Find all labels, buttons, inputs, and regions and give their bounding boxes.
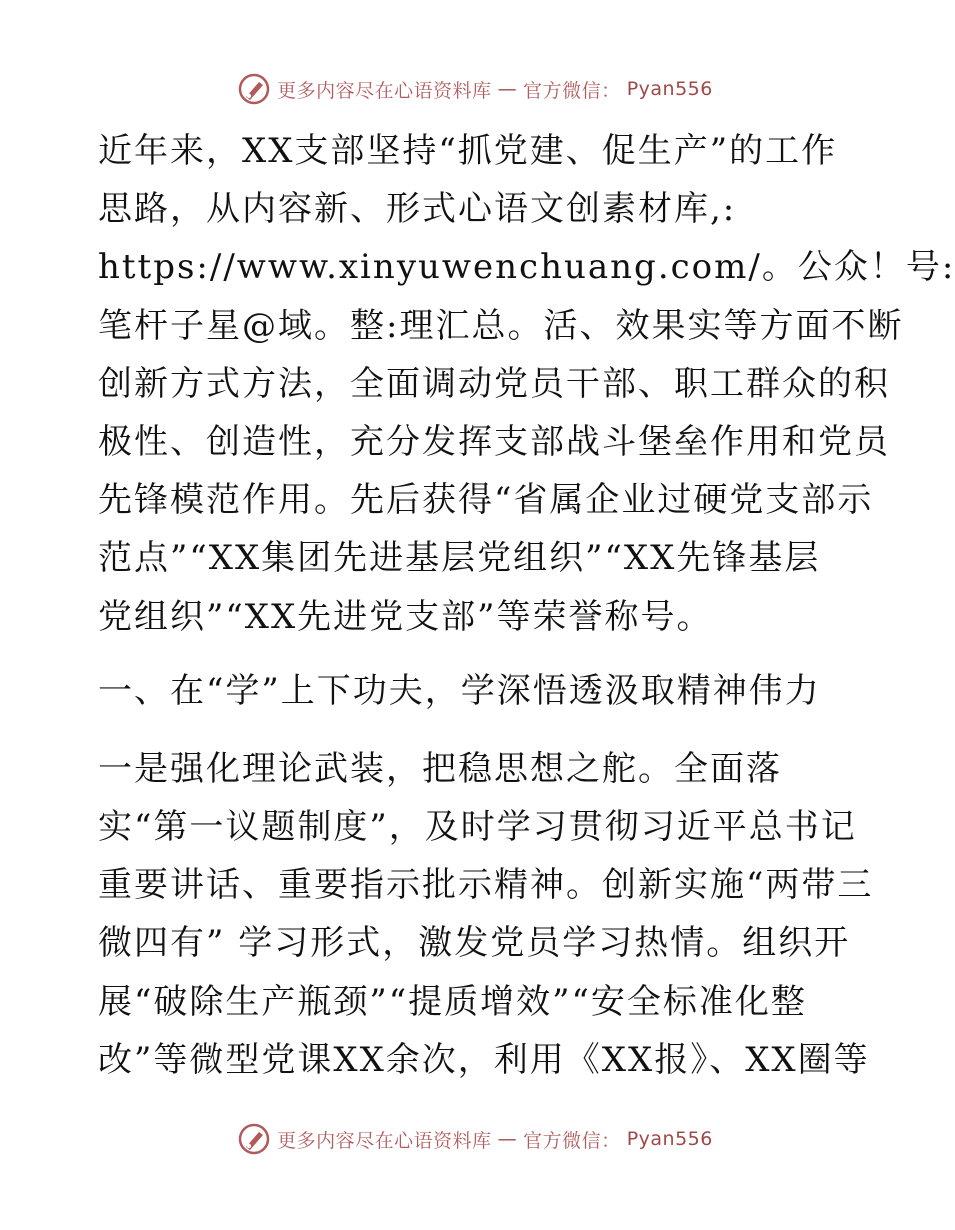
intro-line: 笔杆子星@域。整:理汇总。活、效果实等方面不断 <box>98 305 904 346</box>
watermark-contact-label: 官方微信： <box>523 79 621 102</box>
section-line: 重要讲话、重要指示批示精神。创新实施“两带三 <box>98 865 874 906</box>
section-line: 实“第一议题制度”，及时学习贯彻习近平总书记 <box>98 807 857 848</box>
section-line: 微四有” 学习形式，激发党员学习热情。组织开 <box>98 923 851 964</box>
section-line: 展“破除生产瓶颈”“提质增效”“安全标准化整 <box>98 981 807 1022</box>
header-watermark <box>0 72 950 106</box>
watermark-contact-label: 官方微信： <box>523 1129 621 1152</box>
intro-line: 创新方式方法，全面调动党员干部、职工群众的积 <box>98 363 890 404</box>
intro-line: 极性、创造性，充分发挥支部战斗堡垒作用和党员 <box>98 421 890 462</box>
section-line: 改”等微型党课XX余次，利用《XX报》、XX圈等 <box>98 1039 870 1080</box>
section-line: 一是强化理论武装，把稳思想之舵。全面落 <box>98 748 782 789</box>
intro-line: 先锋模范作用。先后获得“省属企业过硬党支部示 <box>98 480 874 521</box>
watermark-separator: — <box>497 1128 518 1150</box>
intro-paragraph <box>98 122 955 646</box>
watermark-brand: 更多内容尽在心语资料库 <box>277 79 492 102</box>
watermark-contact-id: Pyan556 <box>626 78 713 100</box>
section-paragraph <box>98 740 874 1089</box>
section-heading <box>98 662 858 720</box>
intro-line: 党组织”“XX先进党支部”等荣誉称号。 <box>98 596 713 637</box>
watermark-contact-id: Pyan556 <box>626 1128 713 1150</box>
intro-line: 近年来，XX支部坚持“抓党建、促生产”的工作 <box>98 131 838 171</box>
footer-watermark <box>0 1122 950 1156</box>
pen-circle-logo-icon <box>237 1122 271 1156</box>
intro-line: https://www.xinyuwenchuang.com/。公众！号: <box>98 247 955 288</box>
intro-line: 范点”“XX集团先进基层党组织”“XX先锋基层 <box>98 538 821 579</box>
pen-circle-logo-icon <box>237 72 271 106</box>
document-body <box>98 122 955 1089</box>
watermark-separator: — <box>497 78 518 100</box>
watermark-brand: 更多内容尽在心语资料库 <box>277 1129 492 1152</box>
section-heading-text: 一、在“学”上下功夫，学深悟透汲取精神伟力 <box>98 670 821 711</box>
intro-line: 思路，从内容新、形式心语文创素材库,: <box>98 189 737 230</box>
